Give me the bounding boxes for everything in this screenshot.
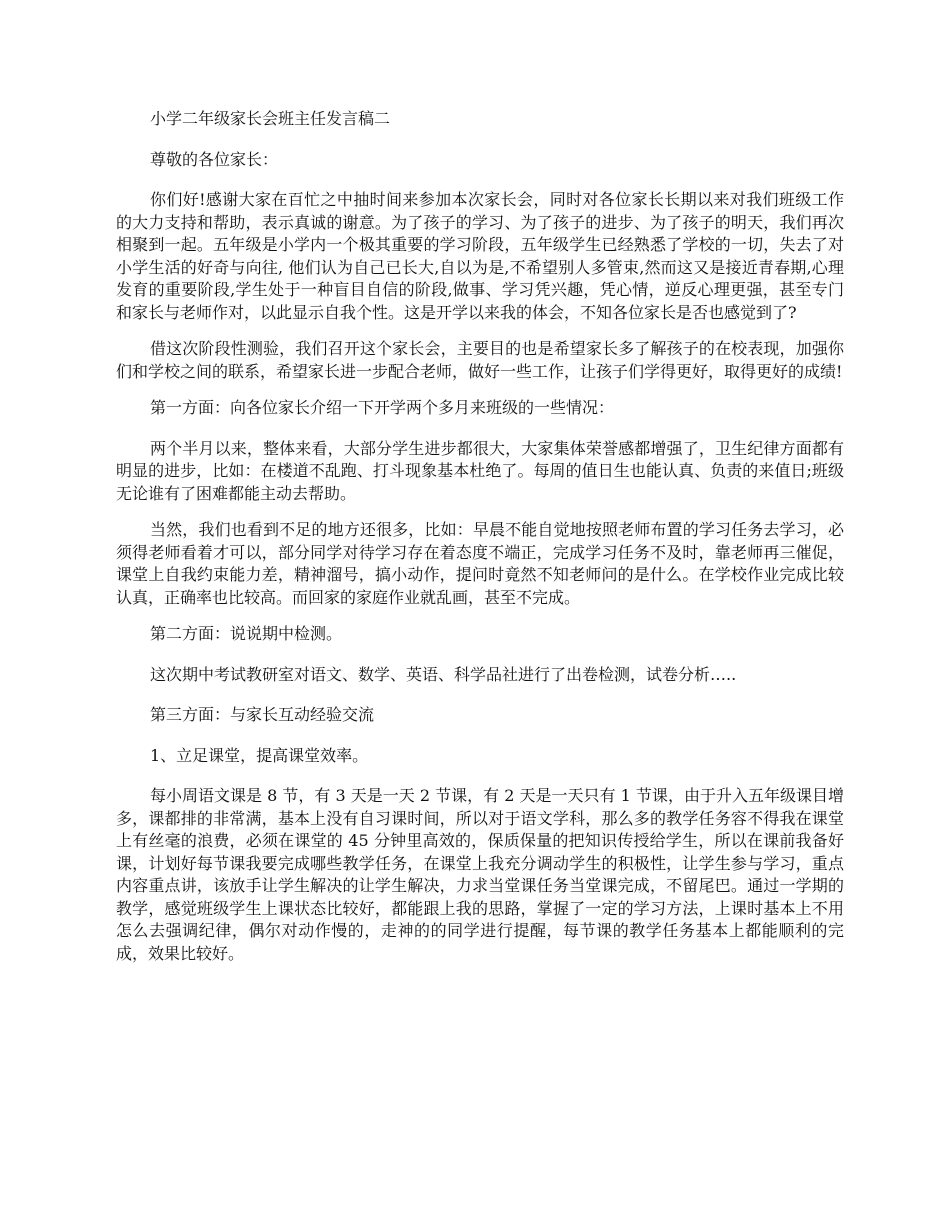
paragraph-classroom: 每小周语文课是 8 节，有 3 天是一天 2 节课，有 2 天是一天只有 1 节课，由于升入五年级课目增多，课都排的非常满，基本上没有自习课时间，所以对于语文学科，那么多的教学任务容不得我在课堂上有丝毫的浪费，必须在课堂的 45 分钟里高效的，保质保量的把知识传授给学生，所以在课前我备好课，计划好每节课我要完成哪些教学任务，在课堂上我充分调动学生的积极性，让学生参与学习，重点内容重点讲，该放手让学生解决的让学生解决，力求当堂课任务当堂课完成，不留尾巴。通过一学期的教学，感觉班级学生上课状态比较好，都能跟上我的思路，掌握了一定的学习方法，上课时基本上不用怎么去强调纪律，偶尔对动作慢的，走神的的同学进行提醒，每节课的教学任务基本上都能顺利的完成，效果比较好。 [116,786,844,963]
document-title: 小学二年级家长会班主任发言稿二 [150,109,391,128]
paragraph-purpose: 借这次阶段性测验，我们召开这个家长会，主要目的也是希望家长多了解孩子的在校表现，加强你们和学校之间的联系，希望家长进一步配合老师，做好一些工作，让孩子们学得更好，取得更好的成绩! [116,339,844,381]
paragraph-exam: 这次期中考试教研室对语文、数学、英语、科学品社进行了出卷检测，试卷分析….. [150,664,737,684]
document-page [116,108,844,979]
paragraph-greeting: 你们好!感谢大家在百忙之中抽时间来参加本次家长会，同时对各位家长长期以来对我们班级工作的大力支持和帮助，表示真诚的谢意。为了孩子的学习、为了孩子的进步、为了孩子的明天，我们再次相聚到一起。五年级是小学内一个极其重要的学习阶段，五年级学生已经熟悉了学校的一切，失去了对小学生活的好奇与向往, 他们认为自己已长大,自以为是,不希望别人多管束,然而这又是接近青春期,心理发育的重要阶段,学生处于一种盲目自信的阶段,做事、学习凭兴趣，凭心情，逆反心理更强，甚至专门和家长与老师作对，以此显示自我个性。这是开学以来我的体会，不知各位家长是否也感觉到了? [116,190,844,322]
paragraph-shortcomings: 当然，我们也看到不足的地方还很多，比如：早晨不能自觉地按照老师布置的学习任务去学习，必须得老师看着才可以，部分同学对待学习存在着态度不端正，完成学习任务不及时，靠老师再三催促，课堂上自我约束能力差，精神溜号，搞小动作，提问时竟然不知老师问的是什么。在学校作业完成比较认真，正确率也比较高。而回家的家庭作业就乱画，甚至不完成。 [116,520,844,607]
paragraph-progress: 两个半月以来，整体来看，大部分学生进步都很大，大家集体荣誉感都增强了，卫生纪律方面都有明显的进步，比如：在楼道不乱跑、打斗现象基本杜绝了。每周的值日生也能认真、负责的来值日;班级无论谁有了困难都能主动去帮助。 [116,438,844,503]
section-heading-3: 第三方面：与家长互动经验交流 [150,705,375,724]
section-heading-2: 第二方面：说说期中检测。 [150,624,343,643]
salutation: 尊敬的各位家长： [150,149,279,169]
subheading-1: 1、立足课堂，提高课堂效率。 [150,745,369,765]
section-heading-1: 第一方面：向各位家长介绍一下开学两个多月来班级的一些情况： [150,398,615,417]
